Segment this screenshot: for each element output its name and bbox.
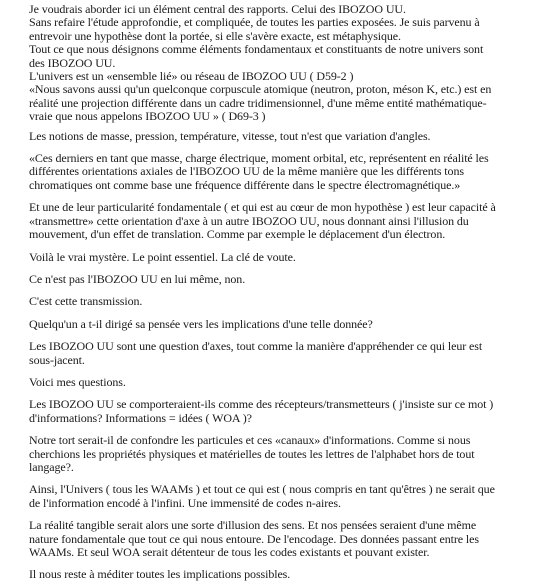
text-line: cherchions les propriétés physiques et matérielles de toutes les lettres de l'alphabet hors de tout [29, 446, 475, 461]
paragraph-question-implications [29, 318, 541, 331]
text-line: «Ces derniers en tant que masse, charge électrique, moment orbital, etc, représentent en réalité les [29, 151, 489, 166]
text-line: mouvement, d'un effet de translation. Comme par exemple le déplacement d'un électron. [29, 227, 446, 242]
text-line: sous-jacent. [29, 352, 85, 367]
text-line: Et une de leur particularité fondamentale ( et qui est au cœur de mon hypothèse ) est leur capacité à [29, 200, 496, 215]
paragraph-quote-orientations [29, 152, 541, 192]
text-line: Les notions de masse, pression, température, vitesse, tout n'est que variation d'angles. [29, 128, 431, 143]
text-line: des IBOZOO UU. [29, 55, 116, 70]
paragraph-channels [29, 434, 541, 474]
paragraph-axes [29, 340, 541, 367]
paragraph-mystery [29, 251, 541, 264]
paragraph-transmission [29, 201, 541, 241]
text-line: C'est cette transmission. [29, 294, 143, 309]
text-line: Notre tort serait-il de confondre les particules et ces «canaux» d'informations. Comme si nous [29, 433, 471, 448]
text-line: Les IBOZOO UU se comporteraient-ils comme des récepteurs/transmetteurs ( j'insiste sur ce mot ) [29, 397, 494, 412]
paragraph-conclusion [29, 568, 541, 581]
text-line: Sans refaire l'étude approfondie, et compliquée, de toutes les parties exposées. Je suis parvenu à [29, 15, 480, 30]
text-line: Voilà le vrai mystère. Le point essentiel. La clé de voute. [29, 249, 296, 264]
text-line: chromatiques ont comme base une fréquence différente dans le spectre électromagnétique.» [29, 177, 461, 192]
paragraph-my-questions [29, 376, 541, 389]
text-line: «Nous savons aussi qu'un quelconque corpuscule atomique (neutron, proton, méson K, etc.) est en [29, 82, 492, 97]
text-line: Ce n'est pas l'IBOZOO UU en lui même, non. [29, 271, 246, 286]
text-line: Tout ce que nous désignons comme éléments fondamentaux et constituants de notre univers sont [29, 42, 484, 57]
paragraph-intro [29, 3, 541, 124]
text-line: WAAMs. Et seul WOA serait détenteur de tous les codes existants et pouvant exister. [29, 545, 430, 559]
text-line: L'univers est un «ensemble lié» ou réseau de IBOZOO UU ( D59-2 ) [29, 69, 354, 84]
text-line: d'informations? Informations = idées ( WOA )? [29, 410, 252, 425]
text-line: langage?. [29, 459, 74, 474]
text-line: Quelqu'un a t-il dirigé sa pensée vers les implications d'une telle donnée? [29, 316, 373, 331]
text-line: La réalité tangible serait alors une sorte d'illusion des sens. Et nos pensées seraient d'une même [29, 518, 477, 533]
paragraph-universe [29, 483, 541, 510]
text-line: Ainsi, l'Univers ( tous les WAAMs ) et tout ce qui est ( nous compris en tant qu'êtres ) ne serait que [29, 482, 495, 497]
text-line: vraie que nous appelons IBOZOO UU » ( D69-3 ) [29, 109, 266, 124]
paragraph-receptors [29, 398, 541, 425]
text-line: Il nous reste à méditer toutes les implications possibles. [29, 567, 291, 582]
text-line: nature fondamentale que tout ce qui nous entoure. De l'encodage. Des données passant entre les [29, 531, 479, 546]
text-line: de l'information encodé à l'infini. Une immensité de codes n-aires. [29, 495, 341, 510]
paragraph-not-ibozoo [29, 273, 541, 286]
text-line: Voici mes questions. [29, 374, 126, 389]
text-line: Les IBOZOO UU sont une question d'axes, tout comme la manière d'appréhender ce qui leur est [29, 339, 483, 354]
text-line: «transmettre» cette orientation d'axe à un autre IBOZOO UU, nous donnant ainsi l'illusion du [29, 213, 469, 228]
text-line: entrevoir une hypothèse dont la portée, si elle s'avère exacte, est métaphysique. [29, 28, 401, 43]
text-line: réalité une projection différente dans un cadre tridimensionnel, d'une même entité mathématique- [29, 95, 487, 110]
text-line: différentes orientations axiales de l'IBOZOO UU de la même manière que les différents tons [29, 164, 464, 179]
paragraph-reality [29, 519, 541, 559]
paragraph-notions [29, 130, 541, 143]
paragraph-this-transmission [29, 295, 541, 308]
text-line: Je voudrais aborder ici un élément central des rapports. Celui des IBOZOO UU. [29, 2, 406, 16]
